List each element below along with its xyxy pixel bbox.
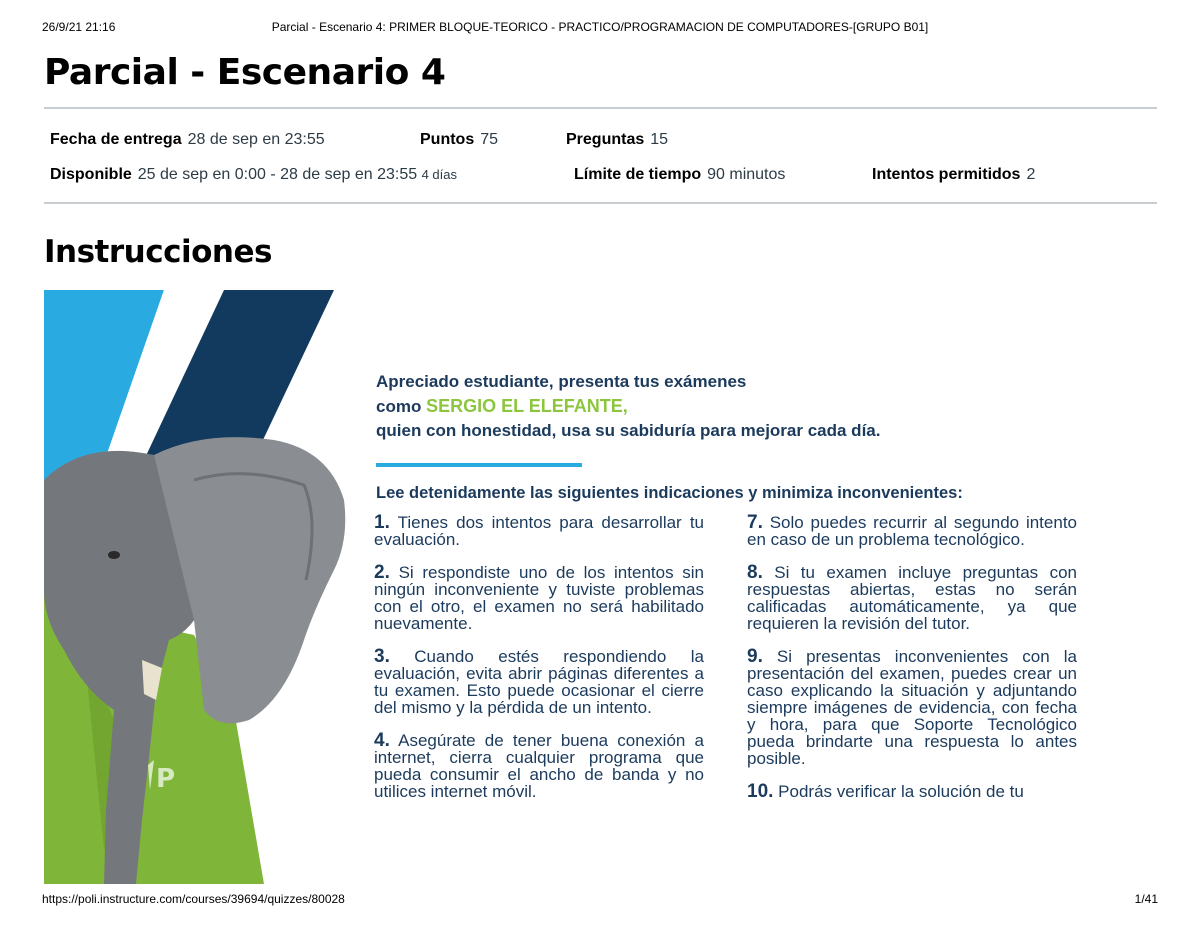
intro-highlight: SERGIO EL ELEFANTE,	[426, 396, 628, 416]
rule-text: Si tu examen incluye preguntas con respuestas abiertas, estas no serán calificadas automáticamente, ya que requieren la revisión del tutor.	[747, 563, 1077, 633]
points-label: Puntos	[420, 131, 475, 148]
rule-number: 9.	[747, 646, 763, 667]
rule-number: 7.	[747, 512, 763, 533]
rule-number: 2.	[374, 562, 390, 583]
rule-text: Cuando estés respondiendo la evaluación, evita abrir páginas diferentes a tu examen. Esto puede ocasionar el cierre del mismo y la pérdida de un intento.	[374, 647, 704, 717]
rule-item	[374, 564, 704, 632]
rule-item	[747, 514, 1077, 548]
intro-message	[376, 370, 880, 443]
elephant-mascot-illustration	[44, 290, 364, 884]
divider-bottom	[44, 202, 1157, 204]
rule-number: 8.	[747, 562, 763, 583]
divider-top	[44, 107, 1157, 109]
intro-line-3: quien con honestidad, usa su sabiduría para mejorar cada día.	[376, 421, 881, 440]
print-header	[42, 20, 1158, 36]
page-title: Parcial - Escenario 4	[44, 52, 446, 93]
rule-text: Solo puedes recurrir al segundo intento en caso de un problema tecnológico.	[747, 513, 1077, 549]
questions-field	[566, 131, 668, 149]
points-value: 75	[480, 131, 499, 148]
read-carefully-heading: Lee detenidamente las siguientes indicaciones y minimiza inconvenientes:	[376, 484, 963, 502]
rule-number: 3.	[374, 646, 390, 667]
attempts-field	[872, 166, 1035, 184]
attempts-label: Intentos permitidos	[872, 166, 1021, 183]
rule-item	[747, 783, 1077, 800]
available-label: Disponible	[50, 166, 132, 183]
rule-item	[747, 648, 1077, 767]
instructions-heading: Instrucciones	[44, 234, 272, 270]
due-date-value: 28 de sep en 23:55	[187, 131, 325, 148]
elephant-eye	[108, 551, 120, 559]
rule-item	[374, 732, 704, 800]
intro-como: como	[376, 397, 422, 416]
attempts-value: 2	[1026, 166, 1036, 183]
points-field	[420, 131, 498, 149]
print-page-title: Parcial - Escenario 4: PRIMER BLOQUE-TEORICO - PRACTICO/PROGRAMACION DE COMPUTADORES-[GRUPO B01]	[271, 20, 929, 34]
time-limit-label: Límite de tiempo	[574, 166, 702, 183]
print-date: 26/9/21 21:16	[42, 20, 116, 34]
print-page-number: 1/41	[1134, 892, 1158, 906]
rule-item	[747, 564, 1077, 632]
rules-column-right	[747, 514, 1077, 816]
time-limit-value: 90 minutos	[707, 166, 786, 183]
print-url: https://poli.instructure.com/courses/39694/quizzes/80028	[42, 892, 345, 906]
rules-column-left	[374, 514, 704, 816]
poli-logo-letter: P	[156, 764, 176, 794]
questions-value: 15	[650, 131, 669, 148]
intro-line-2	[376, 394, 880, 419]
rule-text: Si presentas inconvenientes con la presentación del examen, puedes crear un caso explicando la situación y adjuntando siempre imágenes de evidencia, con fecha y hora, para que Soporte Tecnológico pueda brindarte una respuesta lo antes posible.	[747, 647, 1077, 768]
questions-label: Preguntas	[566, 131, 645, 148]
available-field	[50, 166, 457, 184]
rule-text: Podrás verificar la solución de tu	[778, 782, 1024, 801]
due-date-label: Fecha de entrega	[50, 131, 182, 148]
rule-number: 4.	[374, 730, 390, 751]
due-date-field	[50, 131, 325, 149]
time-limit-field	[574, 166, 785, 184]
rule-text: Asegúrate de tener buena conexión a internet, cierra cualquier programa que pueda consumir el ancho de banda y no utilices internet móvil.	[374, 731, 705, 801]
available-days: 4 días	[421, 167, 457, 182]
rule-number: 10.	[747, 781, 774, 802]
print-footer	[42, 892, 1158, 908]
rule-item	[374, 648, 704, 716]
rule-number: 1.	[374, 512, 390, 533]
rule-text: Si respondiste uno de los intentos sin ningún inconveniente y tuviste problemas con el otro, el examen no será habilitado nuevamente.	[374, 563, 704, 633]
rule-text: Tienes dos intentos para desarrollar tu evaluación.	[374, 513, 704, 549]
intro-underline	[376, 463, 582, 467]
instructions-banner	[44, 290, 1084, 884]
available-value: 25 de sep en 0:00 - 28 de sep en 23:55	[137, 166, 418, 183]
intro-line-1: Apreciado estudiante, presenta tus exámenes	[376, 372, 747, 391]
rule-item	[374, 514, 704, 548]
